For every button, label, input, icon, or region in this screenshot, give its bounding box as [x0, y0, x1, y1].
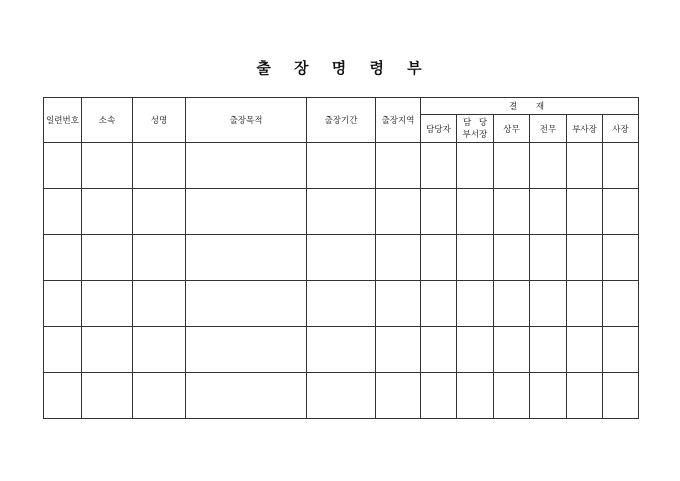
approval-role-dept-head: [457, 115, 494, 143]
cell-serial[interactable]: [44, 373, 82, 419]
approval-box-dept-head[interactable]: [457, 189, 494, 235]
approval-box-senior-director[interactable]: [530, 189, 567, 235]
table-row: [44, 189, 639, 235]
approval-box-vice-president[interactable]: [567, 327, 603, 373]
approval-box-managing-director[interactable]: [494, 189, 530, 235]
table-row: [44, 281, 639, 327]
approval-box-president[interactable]: [603, 373, 639, 419]
cell-region[interactable]: [376, 189, 421, 235]
table-row: [44, 373, 639, 419]
approval-role-senior-director: 전무: [530, 115, 567, 143]
approval-box-staff[interactable]: [421, 327, 457, 373]
cell-period[interactable]: [307, 189, 376, 235]
approval-box-senior-director[interactable]: [530, 143, 567, 189]
approval-role-managing-director: 상무: [494, 115, 530, 143]
cell-name[interactable]: [133, 235, 186, 281]
header-row-top: [44, 98, 639, 115]
cell-period[interactable]: [307, 373, 376, 419]
approval-box-senior-director[interactable]: [530, 327, 567, 373]
cell-serial[interactable]: [44, 189, 82, 235]
document-title: 출 장 명 령 부: [256, 59, 424, 77]
cell-name[interactable]: [133, 373, 186, 419]
approval-role-vice-president: 부사장: [567, 115, 603, 143]
approval-box-president[interactable]: [603, 327, 639, 373]
cell-region[interactable]: [376, 281, 421, 327]
approval-box-dept-head[interactable]: [457, 235, 494, 281]
cell-serial[interactable]: [44, 235, 82, 281]
cell-name[interactable]: [133, 143, 186, 189]
approval-box-vice-president[interactable]: [567, 189, 603, 235]
approval-box-president[interactable]: [603, 189, 639, 235]
approval-box-president[interactable]: [603, 235, 639, 281]
cell-region[interactable]: [376, 327, 421, 373]
header-trip-region: 출장지역: [376, 98, 421, 143]
cell-department[interactable]: [82, 143, 133, 189]
business-trip-register-table: [43, 97, 639, 419]
cell-region[interactable]: [376, 143, 421, 189]
approval-box-managing-director[interactable]: [494, 143, 530, 189]
cell-department[interactable]: [82, 235, 133, 281]
approval-box-managing-director[interactable]: [494, 373, 530, 419]
approval-box-senior-director[interactable]: [530, 281, 567, 327]
approval-box-president[interactable]: [603, 143, 639, 189]
header-name: 성명: [133, 98, 186, 143]
cell-period[interactable]: [307, 143, 376, 189]
header-approval: 결 재: [421, 98, 639, 115]
cell-department[interactable]: [82, 189, 133, 235]
approval-box-managing-director[interactable]: [494, 281, 530, 327]
header-serial-number: 일련번호: [44, 98, 82, 143]
approval-box-staff[interactable]: [421, 235, 457, 281]
approval-box-staff[interactable]: [421, 189, 457, 235]
approval-box-president[interactable]: [603, 281, 639, 327]
cell-name[interactable]: [133, 189, 186, 235]
approval-box-vice-president[interactable]: [567, 281, 603, 327]
cell-serial[interactable]: [44, 327, 82, 373]
header-trip-period: 출장기간: [307, 98, 376, 143]
cell-purpose[interactable]: [186, 281, 307, 327]
header-trip-purpose: 출장목적: [186, 98, 307, 143]
approval-box-dept-head[interactable]: [457, 143, 494, 189]
cell-purpose[interactable]: [186, 235, 307, 281]
approval-role-staff: 담당자: [421, 115, 457, 143]
cell-department[interactable]: [82, 281, 133, 327]
cell-purpose[interactable]: [186, 373, 307, 419]
cell-department[interactable]: [82, 327, 133, 373]
cell-name[interactable]: [133, 327, 186, 373]
approval-box-senior-director[interactable]: [530, 373, 567, 419]
approval-box-staff[interactable]: [421, 281, 457, 327]
cell-name[interactable]: [133, 281, 186, 327]
cell-purpose[interactable]: [186, 189, 307, 235]
approval-role-dept-head-line2: 부서장: [462, 129, 488, 140]
cell-department[interactable]: [82, 373, 133, 419]
cell-period[interactable]: [307, 281, 376, 327]
cell-period[interactable]: [307, 327, 376, 373]
approval-box-staff[interactable]: [421, 373, 457, 419]
approval-box-vice-president[interactable]: [567, 235, 603, 281]
approval-box-managing-director[interactable]: [494, 327, 530, 373]
cell-purpose[interactable]: [186, 143, 307, 189]
cell-period[interactable]: [307, 235, 376, 281]
header-department: 소속: [82, 98, 133, 143]
approval-box-dept-head[interactable]: [457, 327, 494, 373]
table-row: [44, 235, 639, 281]
approval-role-president: 사장: [603, 115, 639, 143]
cell-serial[interactable]: [44, 281, 82, 327]
approval-box-dept-head[interactable]: [457, 373, 494, 419]
cell-region[interactable]: [376, 235, 421, 281]
cell-purpose[interactable]: [186, 327, 307, 373]
approval-box-staff[interactable]: [421, 143, 457, 189]
approval-box-managing-director[interactable]: [494, 235, 530, 281]
table-row: [44, 143, 639, 189]
table-row: [44, 327, 639, 373]
approval-role-dept-head-line1: 담 당: [462, 117, 488, 128]
cell-region[interactable]: [376, 373, 421, 419]
approval-box-senior-director[interactable]: [530, 235, 567, 281]
approval-box-vice-president[interactable]: [567, 373, 603, 419]
approval-box-vice-president[interactable]: [567, 143, 603, 189]
cell-serial[interactable]: [44, 143, 82, 189]
approval-box-dept-head[interactable]: [457, 281, 494, 327]
